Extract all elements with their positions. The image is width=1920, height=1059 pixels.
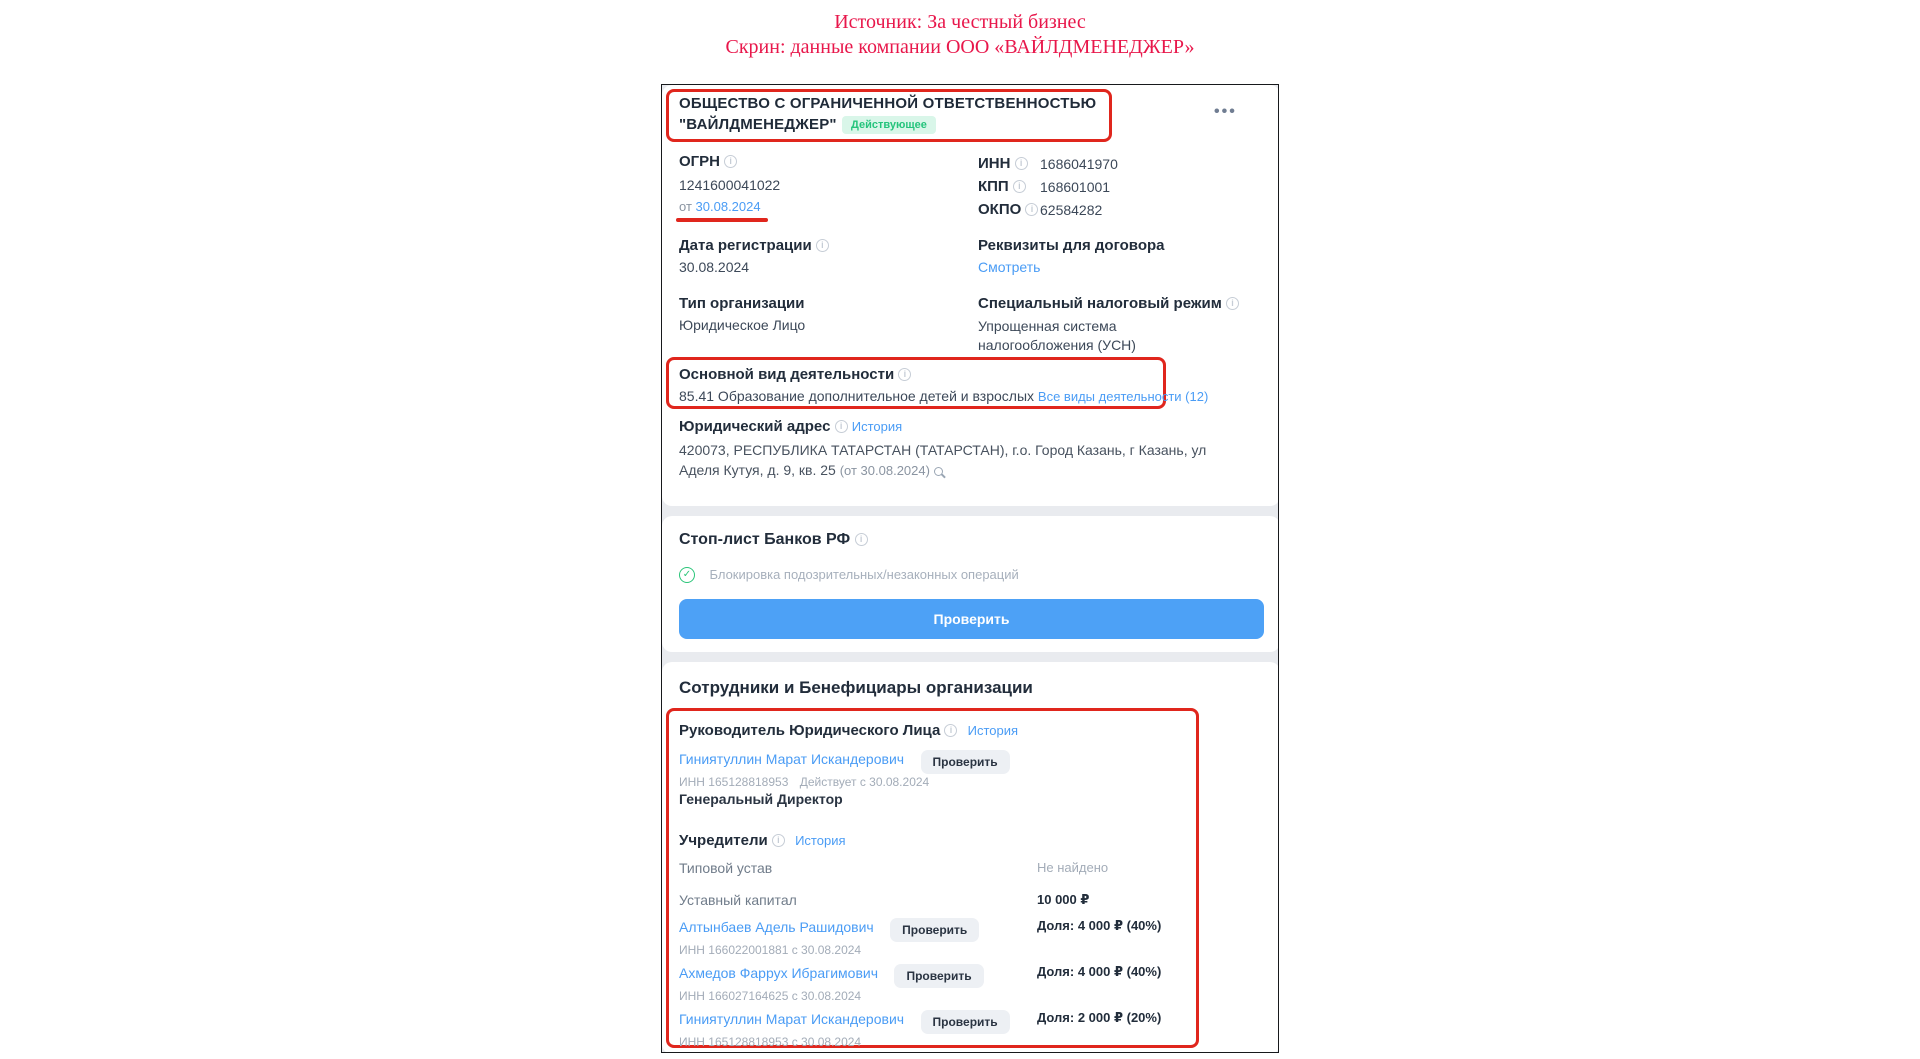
- ogrn-value: 1241600041022: [679, 177, 781, 193]
- founder-share: Доля: 2 000 ₽ (20%): [1037, 1010, 1162, 1025]
- founder-check-button[interactable]: Проверить: [894, 964, 983, 988]
- company-name-line2: "ВАЙЛДМЕНЕДЖЕР": [679, 116, 837, 133]
- check-circle-icon: [679, 567, 695, 583]
- charter-label: Типовой устав: [679, 860, 773, 876]
- okpo-label: [978, 201, 1038, 218]
- main-activity-value: 85.41 Образование дополнительное детей и взрослых: [679, 388, 1035, 404]
- capital-label: Уставный капитал: [679, 892, 797, 908]
- org-type-label: Тип организации: [679, 295, 805, 312]
- magnifier-icon[interactable]: [934, 467, 943, 476]
- info-icon[interactable]: [1013, 180, 1026, 193]
- tax-regime-label: [978, 295, 1239, 312]
- okpo-value: 62584282: [1040, 202, 1103, 218]
- org-type-value: Юридическое Лицо: [679, 317, 806, 333]
- head-check-button[interactable]: Проверить: [921, 750, 1010, 774]
- info-icon[interactable]: [855, 533, 868, 546]
- founder-check-button[interactable]: Проверить: [921, 1010, 1010, 1034]
- requisites-view-link[interactable]: Смотреть: [978, 259, 1041, 275]
- info-icon[interactable]: [944, 724, 957, 737]
- head-inn-row: [679, 775, 929, 789]
- info-icon[interactable]: [1015, 157, 1028, 170]
- founder-name-link[interactable]: Ахмедов Фаррух Ибрагимович: [679, 965, 879, 981]
- staff-section-title: Сотрудники и Бенефициары организации: [679, 678, 1033, 697]
- founder-inn: ИНН 166027164625 с 30.08.2024: [679, 989, 862, 1003]
- requisites-label: Реквизиты для договора: [978, 237, 1165, 254]
- info-icon[interactable]: [772, 834, 785, 847]
- founder-row: [679, 1010, 1010, 1034]
- founder-name-link[interactable]: Гиниятуллин Марат Искандерович: [679, 1011, 905, 1027]
- founders-label-text: Учредители: [679, 832, 768, 849]
- stop-list-card: [662, 516, 1279, 652]
- stop-list-check-text: Блокировка подозрительных/незаконных операций: [709, 567, 1019, 583]
- annotation-source-line: Источник: За честный бизнес: [834, 11, 1086, 33]
- main-activity-label: [679, 366, 911, 383]
- kpp-value: 168601001: [1040, 179, 1111, 195]
- founder-inn: ИНН 165128818953 с 30.08.2024: [679, 1035, 862, 1049]
- company-name-line1: ОБЩЕСТВО С ОГРАНИЧЕННОЙ ОТВЕТСТВЕННОСТЬЮ: [679, 95, 1097, 112]
- head-active-since: Действует с 30.08.2024: [799, 775, 930, 789]
- info-icon[interactable]: [835, 420, 848, 433]
- head-name-row: [679, 750, 1010, 774]
- inn-label: [978, 155, 1028, 172]
- status-badge: Действующее: [842, 116, 936, 134]
- tax-regime-label-text: Специальный налоговый режим: [978, 295, 1222, 312]
- legal-address-value: [679, 440, 1224, 481]
- main-activity-row: [679, 388, 1208, 404]
- okpo-label-text: ОКПО: [978, 201, 1022, 218]
- stop-list-title-text: Стоп-лист Банков РФ: [679, 531, 851, 548]
- capital-value: 10 000 ₽: [1037, 892, 1090, 907]
- info-icon[interactable]: [898, 368, 911, 381]
- kebab-menu-icon[interactable]: [1214, 103, 1237, 121]
- info-icon[interactable]: [1226, 297, 1239, 310]
- founder-check-button[interactable]: Проверить: [890, 918, 979, 942]
- annotation-header: [0, 10, 1920, 60]
- head-position: Генеральный Директор: [679, 791, 843, 807]
- all-activities-link[interactable]: Все виды деятельности (12): [1037, 389, 1209, 404]
- head-inn: ИНН 165128818953: [679, 775, 789, 789]
- staff-card: [662, 662, 1279, 1053]
- founder-share: Доля: 4 000 ₽ (40%): [1037, 964, 1162, 979]
- founders-history-link[interactable]: История: [795, 833, 846, 848]
- info-icon[interactable]: [1025, 203, 1038, 216]
- address-history-link[interactable]: История: [851, 419, 903, 434]
- annotation-screen-line: Скрин: данные компании ООО «ВАЙЛДМЕНЕДЖЕР»: [725, 36, 1195, 58]
- founder-name-link[interactable]: Алтынбаев Адель Рашидович: [679, 919, 874, 935]
- red-underline-annotation: [676, 218, 768, 222]
- registration-date-value: 30.08.2024: [679, 259, 750, 275]
- ogrn-date-row: [679, 199, 761, 214]
- ogrn-label: [679, 153, 737, 170]
- head-label-text: Руководитель Юридического Лица: [679, 722, 941, 739]
- info-icon[interactable]: [724, 155, 737, 168]
- founder-row: [679, 918, 979, 942]
- head-label: [679, 722, 1018, 739]
- kpp-label: [978, 178, 1026, 195]
- stop-list-title: [679, 531, 868, 549]
- company-screenshot-frame: [661, 84, 1279, 1053]
- founder-row: [679, 964, 984, 988]
- inn-label-text: ИНН: [978, 155, 1011, 172]
- head-name-link[interactable]: Гиниятуллин Марат Искандерович: [679, 751, 905, 767]
- info-icon[interactable]: [816, 239, 829, 252]
- ogrn-date-prefix: от: [679, 199, 692, 214]
- charter-value: Не найдено: [1037, 860, 1109, 875]
- founder-inn: ИНН 166022001881 с 30.08.2024: [679, 943, 862, 957]
- ogrn-label-text: ОГРН: [679, 153, 721, 170]
- legal-address-text: 420073, РЕСПУБЛИКА ТАТАРСТАН (ТАТАРСТАН), г.о. Город Казань, г Казань, ул Аделя Кутуя, д. 9, кв. 25: [679, 442, 1207, 478]
- legal-address-label: [679, 418, 902, 435]
- tax-regime-value: Упрощенная система налогообложения (УСН): [978, 318, 1136, 353]
- company-summary-card: [662, 85, 1279, 506]
- founders-label: [679, 832, 846, 849]
- main-activity-label-text: Основной вид деятельности: [679, 366, 895, 383]
- legal-address-date: (от 30.08.2024): [839, 463, 930, 478]
- kpp-label-text: КПП: [978, 178, 1009, 195]
- stop-list-check-row: [679, 566, 1019, 584]
- check-button[interactable]: Проверить: [679, 599, 1264, 639]
- head-history-link[interactable]: История: [967, 723, 1019, 738]
- inn-value: 1686041970: [1040, 156, 1118, 172]
- founder-share: Доля: 4 000 ₽ (40%): [1037, 918, 1162, 933]
- registration-date-label: [679, 237, 829, 254]
- ogrn-date-link[interactable]: 30.08.2024: [695, 199, 761, 214]
- registration-date-label-text: Дата регистрации: [679, 237, 812, 254]
- legal-address-label-text: Юридический адрес: [679, 418, 831, 435]
